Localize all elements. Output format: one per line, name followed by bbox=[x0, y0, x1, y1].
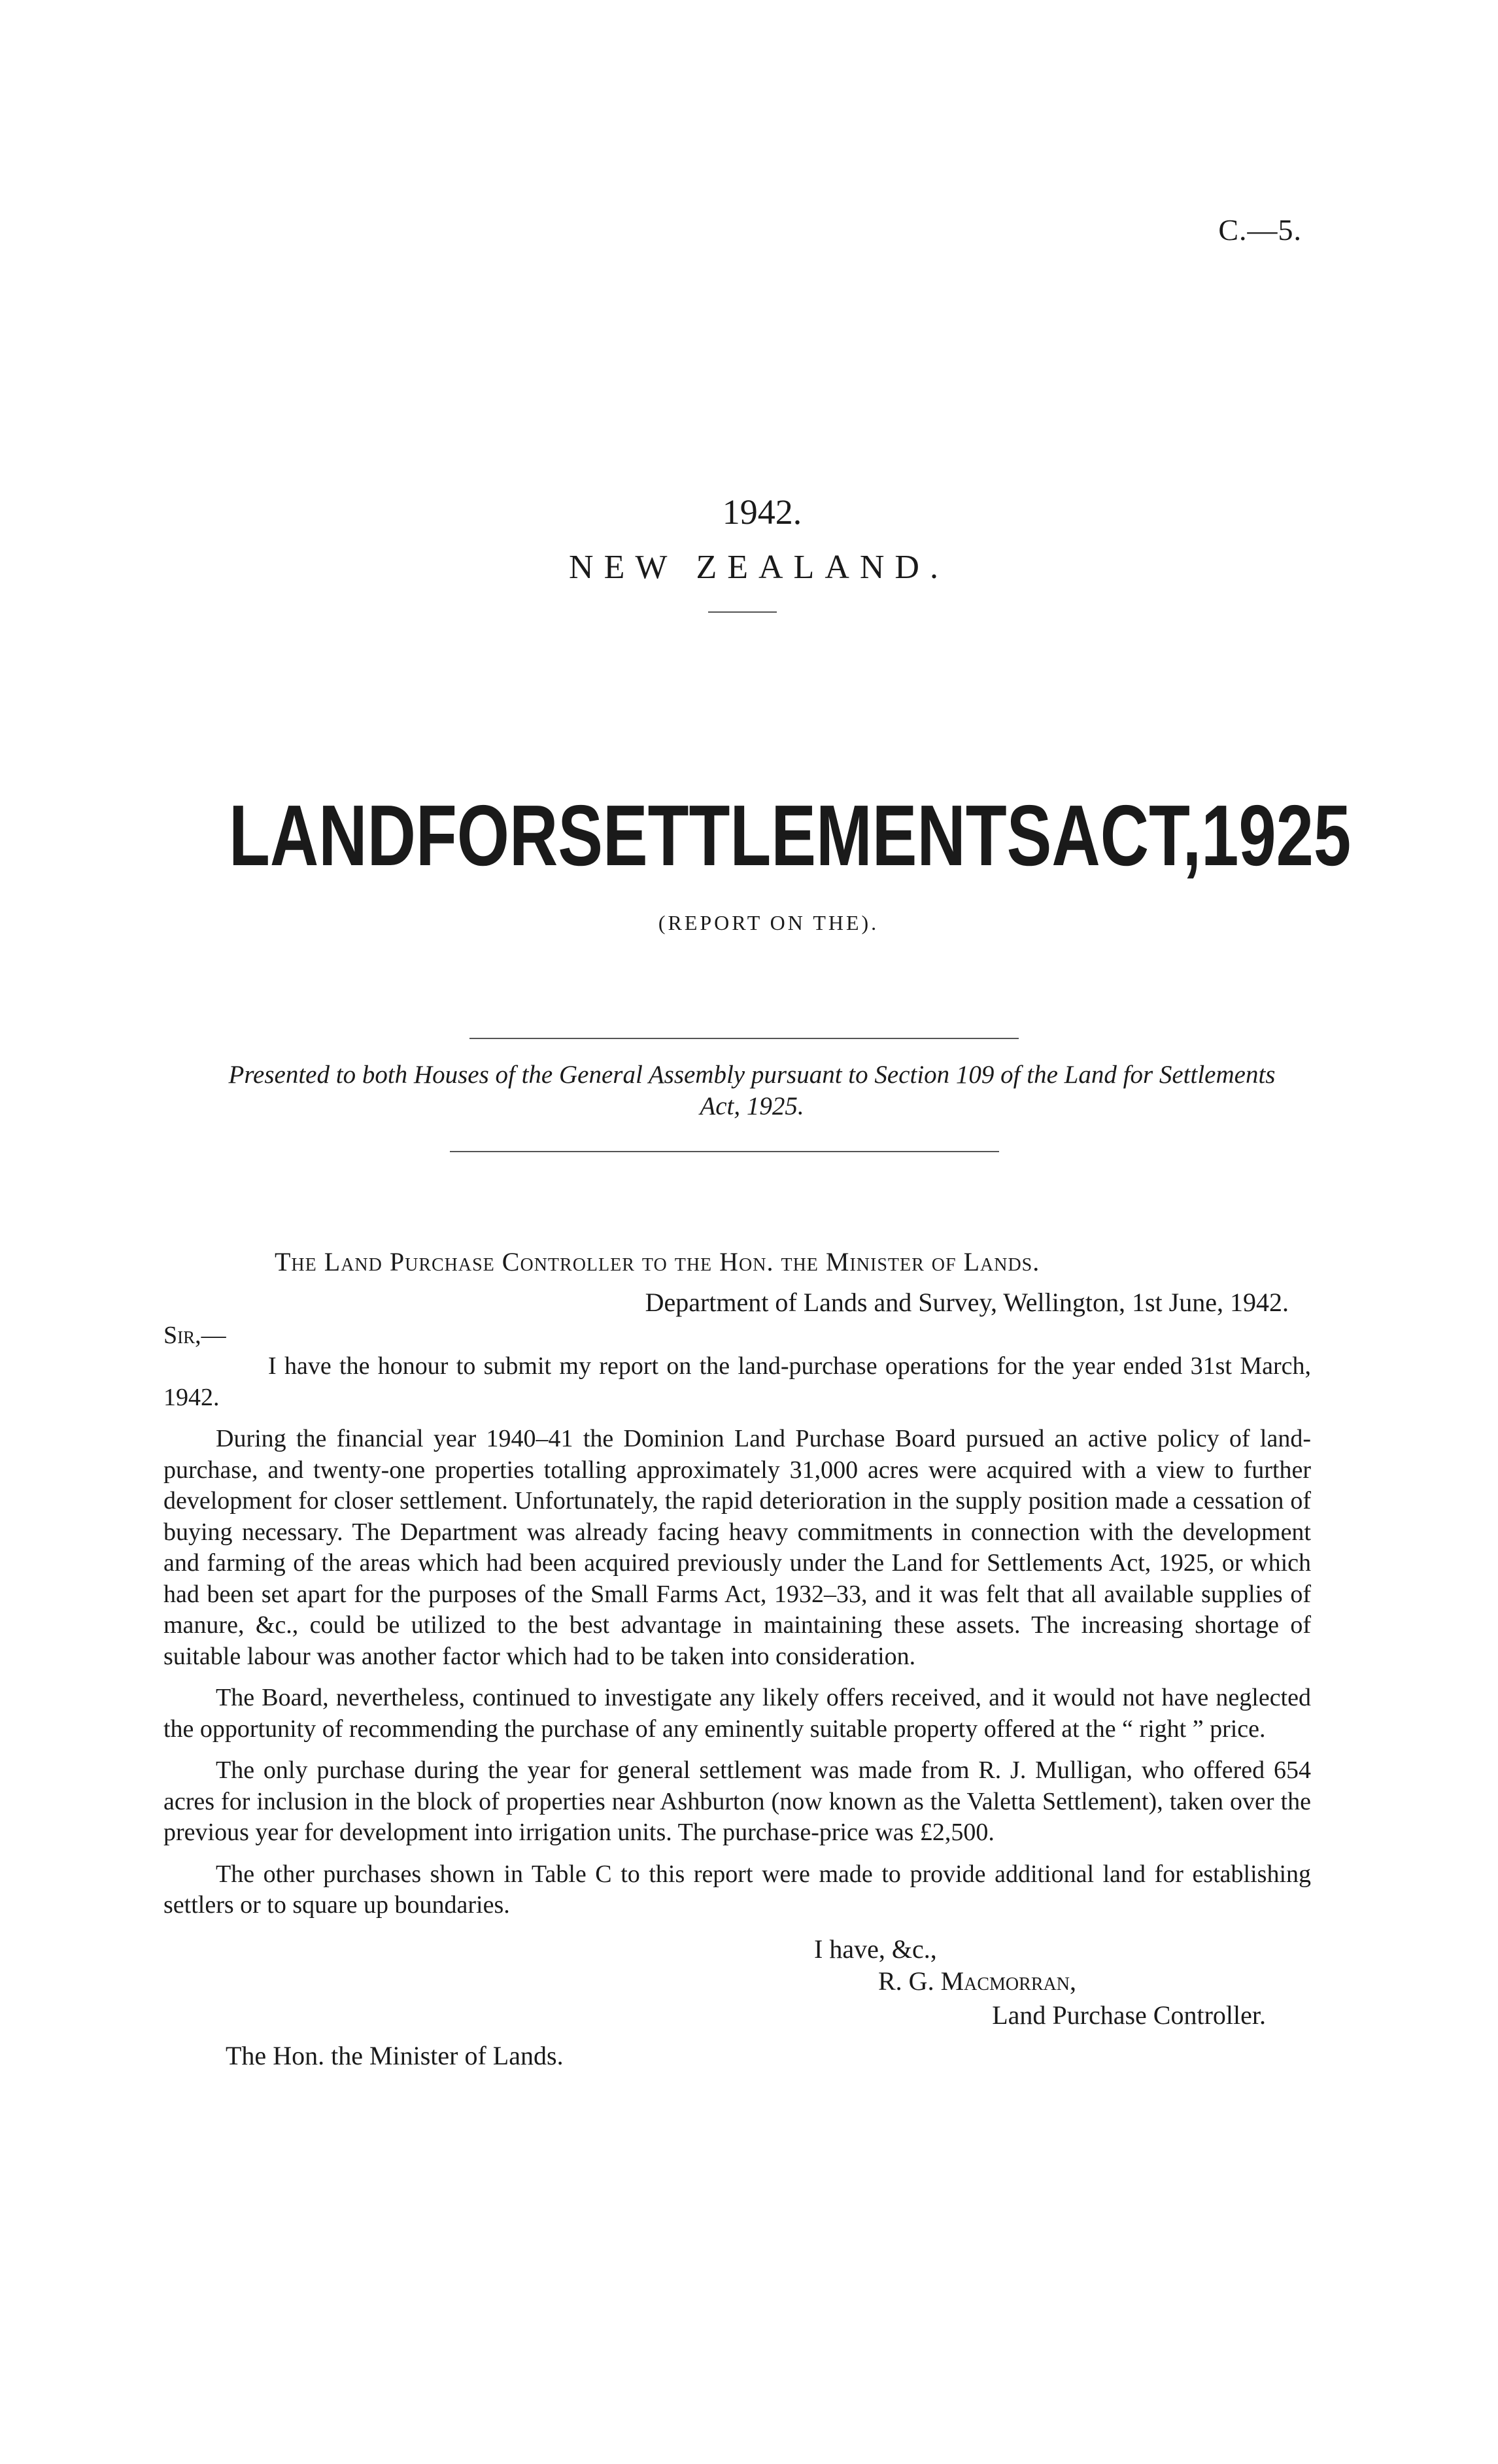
letter-department-date: Department of Lands and Survey, Wellington, 1st June, 1942. bbox=[645, 1288, 1289, 1317]
title-word: ACT, bbox=[1051, 787, 1202, 883]
divider-short bbox=[708, 611, 777, 613]
title-word: SETTLEMENTS bbox=[558, 787, 1052, 883]
title-word: LAND bbox=[229, 787, 416, 883]
letter-signoff: I have, &c., bbox=[814, 1934, 937, 1964]
letter-body bbox=[163, 1351, 1311, 1932]
page-reference: C.—5. bbox=[1218, 213, 1302, 247]
letter-paragraph: During the financial year 1940–41 the Dominion Land Purchase Board pursued an active policy of land-purchase, and twenty-one properties totalling approximately 31,000 acres were acquired with a view to further development for closer settlement. Unfortunately, the rapid deterioration in the supply position made a cessation of buying necessary. The Department was already facing heavy commitments in connection with the development and farming of the areas which had been acquired previously under the Land for Settlements Act, 1925, or which had been set apart for the purposes of the Small Farms Act, 1932–33, and it was felt that all available supplies of manure, &c., could be utilized to the best advantage in maintaining these assets. The increasing shortage of suitable labour was another factor which had to be taken into consideration. bbox=[163, 1425, 1311, 1670]
signer-name: R. G. Macmorran, bbox=[878, 1966, 1076, 1996]
title-word: 1925 bbox=[1201, 787, 1352, 883]
divider-bottom bbox=[450, 1151, 999, 1152]
main-title bbox=[229, 787, 1352, 883]
letter-addressee: The Land Purchase Controller to the Hon. the Minister of Lands. bbox=[275, 1247, 1040, 1276]
country-heading: NEW ZEALAND. bbox=[569, 549, 949, 586]
divider-top bbox=[469, 1038, 1019, 1039]
signer-title: Land Purchase Controller. bbox=[992, 2000, 1266, 2030]
letter-paragraph: The other purchases shown in Table C to this report were made to provide additional land for establishing settlers or to square up boundaries. bbox=[163, 1860, 1311, 1919]
letter-paragraph: The Board, nevertheless, continued to investigate any likely offers received, and it would not have neglected the opportunity of recommending the purchase of any eminently suitable property offered at the “ right ” price. bbox=[163, 1684, 1311, 1743]
letter-paragraph: I have the honour to submit my report on the land-purchase operations for the year ended 31st March, 1942. bbox=[163, 1352, 1311, 1411]
letter-salutation: Sir,— bbox=[163, 1322, 226, 1349]
report-year: 1942. bbox=[722, 492, 802, 532]
letter-paragraph: The only purchase during the year for general settlement was made from R. J. Mulligan, who offered 654 acres for inclusion in the block of properties near Ashburton (now known as the Valetta Settlement), taken over the previous year for development into irrigation units. The purchase-price was £2,500. bbox=[163, 1756, 1311, 1846]
title-subtitle: (REPORT ON THE). bbox=[658, 911, 879, 934]
letter-recipient: The Hon. the Minister of Lands. bbox=[226, 2041, 564, 2070]
presented-statement: Presented to both Houses of the General Assembly pursuant to Section 109 of the Land for Settlements Act, 1925. bbox=[228, 1061, 1276, 1120]
title-word: FOR bbox=[415, 787, 558, 883]
